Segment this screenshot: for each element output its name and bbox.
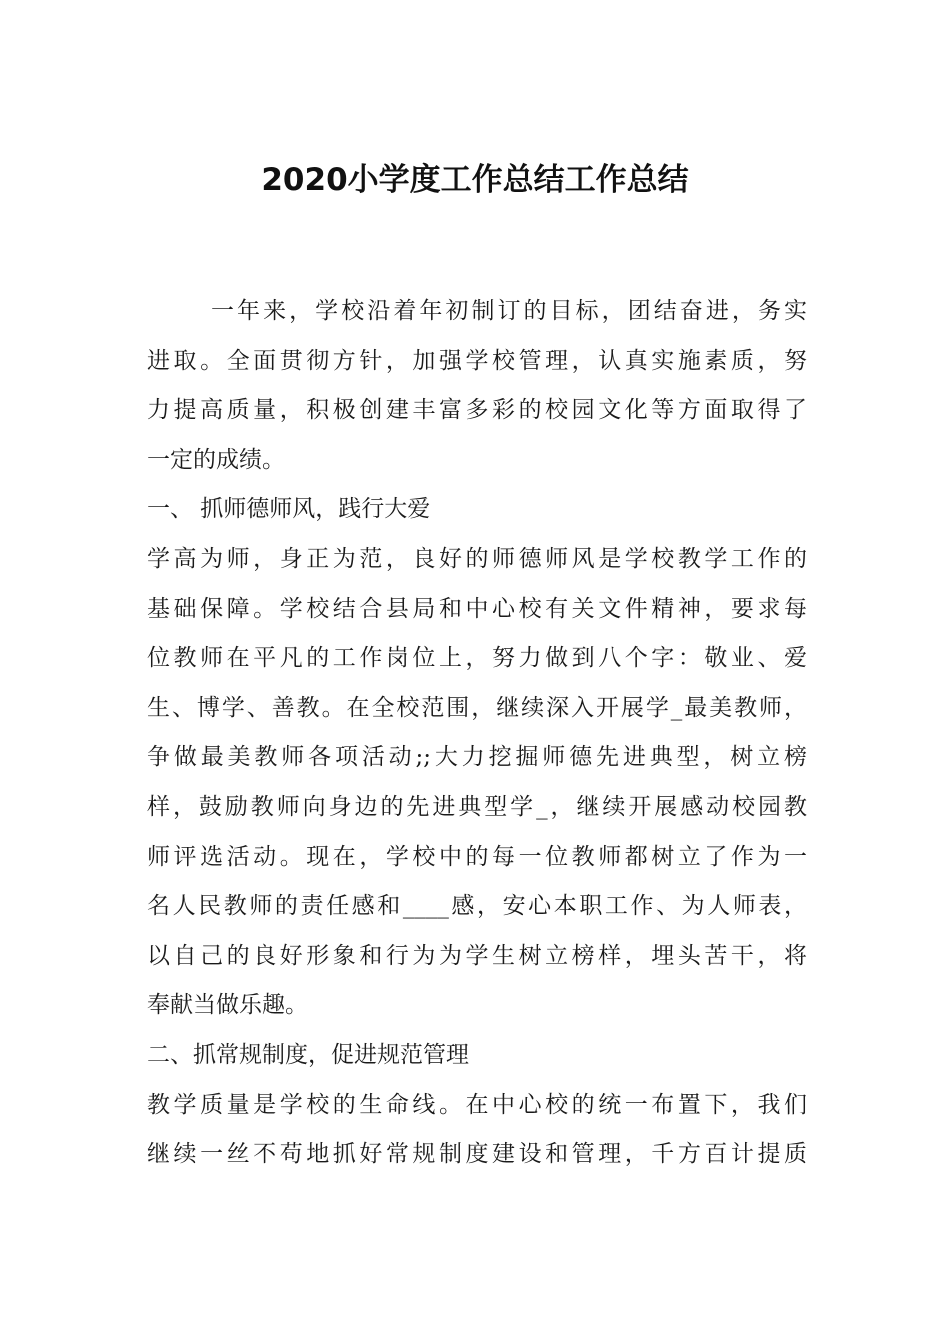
- paragraph-line: 争做最美教师各项活动;;大力挖掘师德先进典型，树立榜: [147, 744, 807, 771]
- paragraph-line: 一定的成绩。: [147, 446, 285, 473]
- paragraph-line: 力提高质量，积极创建丰富多彩的校园文化等方面取得了: [147, 397, 807, 424]
- document-body: [147, 287, 807, 1180]
- document-title: 2020小学度工作总结工作总结: [261, 162, 689, 198]
- paragraph-line: 生、博学、善教。在全校范围，继续深入开展学_最美教师，: [147, 694, 807, 721]
- paragraph-line: 教学质量是学校的生命线。在中心校的统一布置下，我们: [147, 1091, 807, 1118]
- paragraph-line: 基础保障。学校结合县局和中心校有关文件精神，要求每: [147, 595, 807, 622]
- paragraph-line: 继续一丝不苟地抓好常规制度建设和管理，千方百计提质: [147, 1141, 807, 1168]
- paragraph-line: 师评选活动。现在，学校中的每一位教师都树立了作为一: [147, 843, 807, 870]
- section-heading: 一、 抓师德师风，践行大爱: [147, 496, 431, 523]
- paragraph-line: 进取。全面贯彻方针，加强学校管理，认真实施素质，努: [147, 347, 807, 374]
- paragraph-line: 以自己的良好形象和行为为学生树立榜样，埋头苦干，将: [147, 942, 807, 969]
- paragraph-line: 奉献当做乐趣。: [147, 992, 308, 1019]
- paragraph-line: 学高为师，身正为范，良好的师德师风是学校教学工作的: [147, 545, 807, 572]
- paragraph-line: 一年来，学校沿着年初制订的目标，团结奋进，务实: [211, 298, 807, 324]
- paragraph-line: 名人民教师的责任感和____感，安心本职工作、为人师表，: [147, 893, 807, 920]
- paragraph-line: 位教师在平凡的工作岗位上，努力做到八个字：敬业、爱: [147, 645, 807, 672]
- section-heading: 二、抓常规制度，促进规范管理: [147, 1041, 469, 1068]
- paragraph-line: 样，鼓励教师向身边的先进典型学_，继续开展感动校园教: [147, 793, 807, 820]
